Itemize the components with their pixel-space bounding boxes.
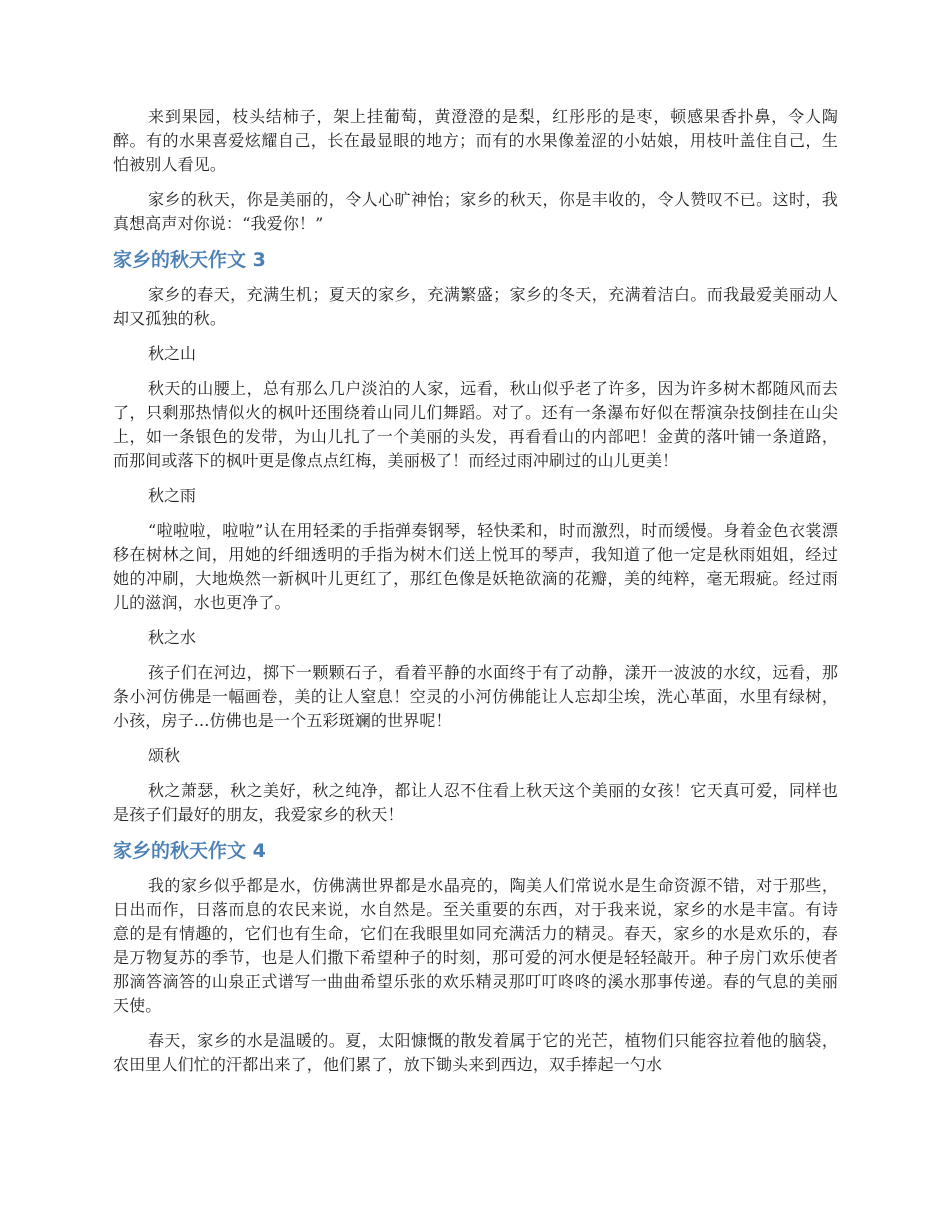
section-heading: 家乡的秋天作文 4: [113, 840, 266, 862]
section-heading: 家乡的秋天作文 3: [113, 249, 266, 271]
document-page: [113, 105, 838, 1088]
paragraph: 我的家乡似乎都是水，仿佛满世界都是水晶亮的，陶美人们常说水是生命资源不错，对于那些，日出而作，日落而息的农民来说，水自然是。至关重要的东西，对于我来说，家乡的水是丰富。有诗意的是有情趣的，它们也有生命，它们在我眼里如同充满活力的精灵。春天，家乡的水是欢乐的，春是万物复苏的季节，也是人们撒下希望种子的时刻，那可爱的河水便是轻轻敲开。种子房门欢乐使者那滴答滴答的山泉正式谱写一曲曲希望乐张的欢乐精灵那叮叮咚咚的溪水那事传递。春的气息的美丽天使。: [113, 876, 838, 1015]
paragraph: 家乡的春天，充满生机；夏天的家乡，充满繁盛；家乡的冬天，充满着洁白。而我最爱美丽动人却又孤独的秋。: [113, 285, 838, 328]
paragraph: “啦啦啦，啦啦”认在用轻柔的手指弹奏钢琴，轻快柔和，时而激烈，时而缓慢。身着金色衣裳漂移在树林之间，用她的纤细透明的手指为树木们送上悦耳的琴声，我知道了他一定是秋雨姐姐，经过她的冲刷，大地焕然一新枫叶儿更红了，那红色像是妖艳欲滴的花瓣，美的纯粹，毫无瑕疵。经过雨儿的滋润，水也更净了。: [113, 521, 838, 612]
paragraph: 孩子们在河边，掷下一颗颗石子，看着平静的水面终于有了动静，漾开一波波的水纹，远看，那条小河仿佛是一幅画卷，美的让人窒息！空灵的小河仿佛能让人忘却尘埃，洗心革面，水里有绿树，小孩，房子...仿佛也是一个五彩斑斓的世界呢！: [113, 663, 838, 730]
subheading: 秋之山: [148, 344, 197, 363]
subheading: 秋之雨: [148, 486, 197, 505]
paragraph: 秋天的山腰上，总有那么几户淡泊的人家，远看，秋山似乎老了许多，因为许多树木都随风而去了，只剩那热情似火的枫叶还围绕着山同儿们舞蹈。对了。还有一条瀑布好似在帮演杂技倒挂在山尖上，如一条银色的发带，为山儿扎了一个美丽的头发，再看看山的内部吧！金黄的落叶铺一条道路，而那间或落下的枫叶更是像点点红梅，美丽极了！而经过雨冲刷过的山儿更美！: [113, 379, 838, 470]
paragraph: 春天，家乡的水是温暖的。夏，太阳慷慨的散发着属于它的光芒，植物们只能容拉着他的脑袋，农田里人们忙的汗都出来了，他们累了，放下锄头来到西边，双手捧起一勺水: [113, 1031, 838, 1074]
subheading: 颂秋: [148, 746, 181, 765]
subheading: 秋之水: [148, 628, 197, 647]
paragraph: 秋之萧瑟，秋之美好，秋之纯净，都让人忍不住看上秋天这个美丽的女孩！它天真可爱，同样也是孩子们最好的朋友，我爱家乡的秋天！: [113, 781, 838, 824]
paragraph: 家乡的秋天，你是美丽的，令人心旷神怡；家乡的秋天，你是丰收的，令人赞叹不已。这时，我真想高声对你说：“我爱你！”: [113, 190, 838, 233]
paragraph: 来到果园，枝头结柿子，架上挂葡萄，黄澄澄的是梨，红彤彤的是枣，顿感果香扑鼻，令人陶醉。有的水果喜爱炫耀自己，长在最显眼的地方；而有的水果像羞涩的小姑娘，用枝叶盖住自己，生怕被别人看见。: [113, 107, 838, 174]
